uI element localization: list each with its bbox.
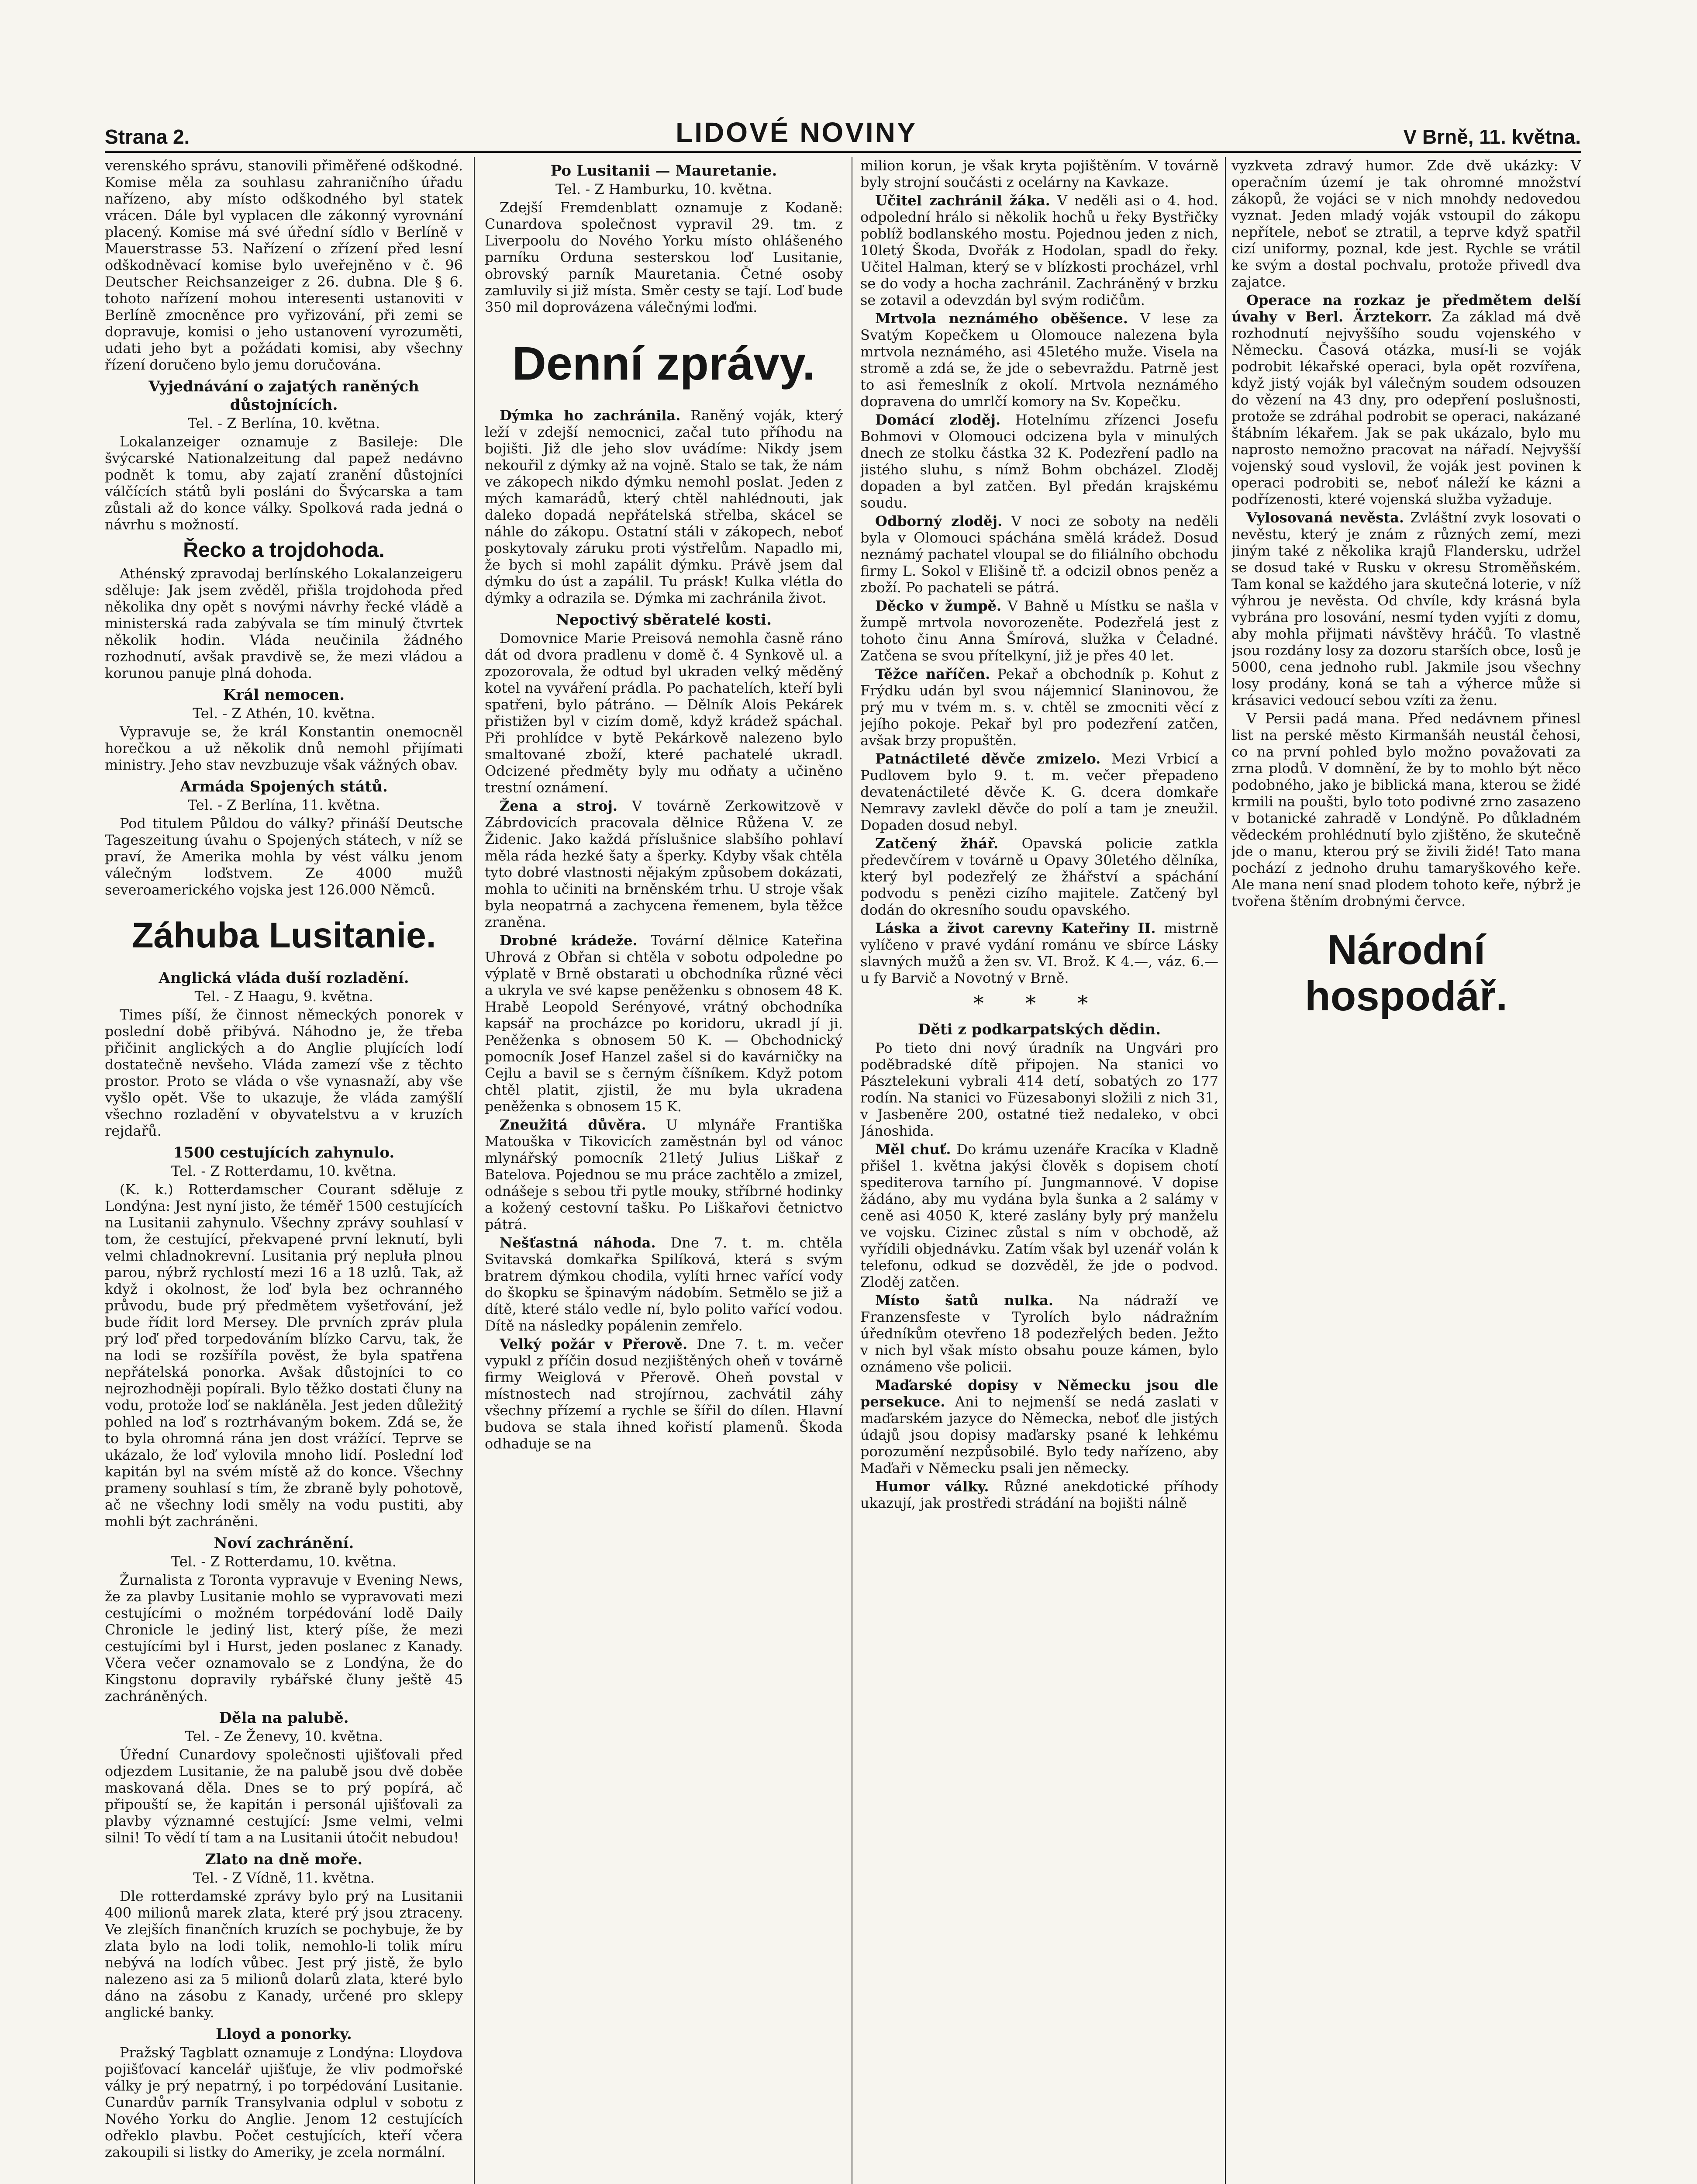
dateline: Tel. - Z Berlína, 11. května. [187,797,380,813]
lead-in: Drobné krádeže. [500,932,638,949]
headline: Nepoctivý sběratelé kosti. [556,611,772,629]
lead-in: Místo šatů nulka. [875,1292,1054,1309]
headline: Po Lusitanii — Mauretanie. [550,162,777,180]
article-continuation: vyzkveta zdravý humor. Zde dvě ukázky: V operačním území je tak ohromné množství zákopů, že vojáci se v nich mnohdy nedovedou vyznat. Jeden mladý voják vstoupil do zákopu nepřítele, neboť se ztratil, a teprve když spatřil cizí uniformy, poznal, kde jest. Rychle se vrátil ke svým a dostal pochvalu, protože přivedl dva zajatce. [1231,157,1581,290]
article-text: V továrně Zerkowitzově v Zábrdovicích pracovala dělnice Růžena V. ze Židenic. Jako každá příslušnice slabšího pohlaví měla ráda hezké šaty a šperky. Kdyby však chtěla tyto dobré vlastnosti nějakým způsobem dokázati, mohla to učiniti na brněnském trhu. U stroje však byla neopatrná a zachycena řemenem, byla těžce zraněna. [485,798,843,930]
article-text: Úřední Cunardovy společnosti ujišťovali před odjezdem Lusitanie, že na palubě jsou dvě doběe maskovaná děla. Dnes se to prý popírá, ač připouští se, že kapitán i personál ujišťovali za plavby významné cestující: Jsme velmi, velmi silni! To vědí tí tam a na Lusitanii útočit nebudou! [105,1746,463,1846]
article-text: Lokalanzeiger oznamuje z Basileje: Dle švýcarské Nationalzeitung dal papež nedávno podnět k tomu, aby zajatí zranění důstojníci válčících států byli posláni do Švýcarska a tam zůstali až do konce války. Spolková rada jedná o návrhu s možností. [105,433,463,533]
section-heading-narodni-hospodar: Národní hospodář. [1304,926,1507,1019]
dateline: V Brně, 11. května. [1403,125,1581,148]
article-text: Athénský zpravodaj berlínského Lokalanzeigeru sděluje: Jak jsem zvěděl, přišla trojdohoda před několika dny opět s novými návrhy řecké vládě a ministerská rada zabývala se tím minulý čtvrtek několik hodin. Vláda neučinila žádného rozhodnutí, avšak pravdivě se, že mezi vládou a korunou panuje plná dohoda. [105,565,463,681]
article-text: V noci ze soboty na neděli byla v Olomouci spáchána smělá krádež. Dosud neznámý pachatel vloupal se do filiálního obchodu firmy L. Sokol v Elišině tř. a odcizil obnos peněz a zboží. Po pachateli se pátrá. [860,513,1218,596]
section-stars: * * * [973,991,1106,1016]
article-text: Dne 7. t. m. večer vypukl z příčin dosud nezjištěných oheň v továrně firmy Weiglová v Přerově. Oheň povstal v místnostech nad strojírnou, zachvátil záhy všechny přízemí a rychle se šířil do dílen. Hlavní budova se stala ihned kořistí plamenů. Škoda odhaduje se na [485,1336,843,1452]
article-text: Raněný voják, který leží v zdejší nemocnici, začal tuto příhodu na bojišti. Již dle jeho slov uvádíme: Nikdy jsem nekouřil z dýmky až na vojně. Stalo se tak, že nám ve zákopech nikdo dýmku nemohl poslat. Jeden z mých kamarádů, který chtěl nahlédnouti, jak daleko dopadá nepřátelská střelba, skácel se náhle do zákopu. Ostatní stáli v zákopech, neboť poskytovaly záruku proti výstřelům. Napadlo mi, že bych si mohl zapálit dýmku. Právě jsem dal dýmku do úst a zapálil. Tu prásk! Kulka vlétla do dýmky a odrazila se. Dýmka mi zachránila život. [485,407,843,606]
headline: Lloyd a ponorky. [216,2025,352,2043]
dateline: Tel. - Z Berlína, 10. května. [187,415,380,432]
article-text: Hotelnímu zřízenci Josefu Bohmovi v Olomouci odcizena byla v minulých dnech ze stolku částka 32 K. Podezření padlo na jistého sluhu, s nímž Bohm obcházel. Zloděj dopaden a byl zatčen. Byl předán krajskému soudu. [860,411,1218,511]
lead-in: Maďarské dopisy v Německu jsou dle persekuce. [860,1377,1218,1410]
article-text: Za základ má dvě rozhodnutí nejvyššího soudu vojenského v Německu. Časová otázka, musí-li se voják podrobit lékařské operaci, byla opět rozvířena, když jistý voják byl válečným soudem odsouzen do vězení na 43 dny, pro odepření poslušnosti, protože se zdráhal podrobit se operaci, nakázané štábním lékařem. Jak se pak ukázalo, bylo mu naprosto nemožno pracovat na nářadí. Nejvyšší vojenský soud vyslovil, že voják jest povinen k operaci podrobiti se, neboť náleží ke kázni a podřízenosti, které vojenská služba vyžaduje. [1231,308,1581,508]
headline: Král nemocen. [223,686,345,704]
article-text: Do krámu uzenáře Kracíka v Kladně přišel 1. května jakýsi člověk s dopisem chotí spediterova tarního pí. Jungmannové. V dopise žádáno, aby mu vydána byla šunka a 2 salámy v ceně asi 4050 K, které zaslány byly prý manželu ve vojsku. Cizinec zůstal s ním v obchodě, až vyřídili objednávku. Zatím však byl uzenář volán k telefonu, odkud se dozvěděl, že jde o podvod. Zloděj zatčen. [860,1141,1218,1290]
headline-lusitania: Záhuba Lusitanie. [131,916,436,955]
dateline: Tel. - Ze Ženevy, 10. května. [185,1728,383,1745]
column-1 [105,157,463,2184]
page-number: Strana 2. [105,125,190,148]
masthead [105,109,1581,149]
article-text: Zdejší Fremdenblatt oznamuje z Kodaně: Cunardova společnost vypravil 29. tm. z Liverpoolu do Nového Yorku místo ohlášeného parníku Orduna sesterskou loď Lusitanie, obrovský parník Mauretania. Četné osoby zamluvily si již místa. Směr cesty se tají. Loď bude 350 mil doprovázena válečnými loďmi. [485,199,843,315]
masthead-rule [105,151,1581,153]
article-text: Vypravuje se, že král Konstantin onemocněl horečkou a už několik dnů nemohl přijímati ministry. Jeho stav nevzbuzuje však vážných obav. [105,723,463,773]
lead-in: Nešťastná náhoda. [500,1234,656,1251]
article-text: V Bahně u Místku se našla v žumpě mrtvola novorozeněte. Podezřelá jest z tohoto činu Anna Šmírová, služka v Čeladné. Zatčena se svou přítelkyní, již je přes 40 let. [860,598,1218,664]
column-rule [1225,157,1226,2184]
article-text: Dne 7. t. m. chtěla Svitavská domkařka Spilíková, která s svým bratrem dýmkou chodila, vylíti hrnec vařící vody do škopku se špinavým nádobím. Setmělo se již a dítě, které stálo vedle ní, bylo polito vařící vodou. Dítě na následky popálenin zemřelo. [485,1234,843,1334]
section-heading-denni-zpravy: Denní zprávy. [512,337,816,390]
dateline: Tel. - Z Haagu, 9. května. [194,988,373,1005]
article-continuation: milion korun, je však kryta pojištěním. V továrně byly strojní součásti z ocelárny na Kavkaze. [860,157,1218,190]
lead-in: Odborný zloděj. [875,513,1003,529]
article-text: Pod titulem Půldou do války? přináší Deutsche Tageszeitung úvahu o Spojených státech, v níž se praví, že Amerika mohla by vést válku jenom válečným loďstvem. Ze 4000 mužů severoamerického vojska jest 126.000 Němců. [105,815,463,898]
lead-in: Operace na rozkaz je předmětem delší úvahy v Berl. Ärztekorr. [1231,292,1581,325]
dateline: Tel. - Z Rotterdamu, 10. května. [171,1553,397,1570]
headline: Zlato na dně moře. [205,1851,363,1868]
article-text: Pekař a obchodník p. Kohut z Frýdku udán byl svou nájemnicí Slaninovou, že prý mu v tvém m. s. v. chtěl se zmocniti věcí z jejího pokoje. Pekař byl pro podezření zatčen, avšak brzy propuštěn. [860,666,1218,749]
lead-in: Zneužitá důvěra. [500,1116,646,1133]
article-text: (K. k.) Rotterdamscher Courant sděluje z Londýna: Jest nyní jisto, že téměř 1500 cestujících na Lusitanii zahynulo. Všechny zprávy souhlasí v tom, že cestující, překvapené první leknutí, byli velmi chladnokrevní. Lusitania prý nepluła plnou parou, nýbrž rychlostí mezi 16 a 18 uzlů. Tak, až když i okolnost, že loď byla bez ochranného průvodu, bude prý předmětem vyšetřování, jež bude řídit lord Mersey. Dle prvních zpráv plula prý loď před torpedováním blízko Carvu, tak, že na lodi se rozšíříla pověst, že byla spatřena nepřátelská ponorka. Avšak důstojníci to co nejrozhodněji popírali. Bylo těžko dostati čluny na vodu, protože loď se nakláněla. Jest jeden důležitý pohled na loď s roztrhávaným bokem. Zdá se, že to byla ohromná rána jen dost vrážící. Teprve se ukázalo, že loď vylovila mnoho lidí. Poslední loď kapitán byl na svém místě až do konce. Všechny prameny souhlasí s tím, že zbraně byly pohotově, ač ne všechny lodi směly na vodu pustiti, aby mohli být zachráněni. [105,1181,463,1530]
article-text: Mezi Vrbicí a Pudlovem bylo 9. t. m. večer přepadeno devatenáctileté děvče K. G. dcera domkaře Nemravy zavlekl děvče do polí a tam je zneužil. Dopaden dosud nebyl. [860,750,1218,833]
lead-in: Velký požár v Přerově. [500,1336,688,1352]
article-text: U mlynáře Františka Matouška v Tikovicích zaměstnán byl od vánoc mlynářský pomocník 21letý Julius Liškař z Batelova. Pojednou se mu práce zachtělo a zmizel, odnášeje s sebou tři pytle mouky, stříbrné hodinky a kožený cestovní tašku. Po Liškařovi četnictvo pátrá. [485,1116,843,1233]
column-3 [860,157,1218,2184]
dateline: Tel. - Z Hamburku, 10. května. [555,181,772,197]
lead-in: Láska a život carevny Kateřiny II. [875,920,1156,936]
lead-in: Zatčený žhář. [875,835,999,852]
subheadline: Anglická vláda duší rozladění. [159,969,409,987]
headline: Děti z podkarpatských dědin. [917,1021,1161,1038]
article-text: Žurnalista z Toronta vypravuje v Evening News, že za plavby Lusitanie mohlo se vypravovati mezi cestujícími o možném torpédování lodě Daily Chronicle le jediný list, který píše, že mezi cestujícími byl i Hurst, jeden poslanec z Kanady. Včera večer oznamovalo se z Londýna, že do Kingstonu dopravily rybářské čluny ještě 45 zachráněných. [105,1572,463,1704]
article-text: Různé anekdotické příhody ukazují, jak prostředi strádání na bojišti nálně [860,1478,1218,1511]
lead-in: Domácí zloděj. [875,411,1001,428]
article-text: Times píší, že činnost německých ponorek v poslední době přibývá. Náhodno je, že třeba přičinit anglických a do Anglie plujících lodí dostatečně nevšeho. Vláda zamezí vše z těchto prostor. Proto se vláda o vše vynasnaží, aby vše vyšlo opět. Vše to ukazuje, že vláda zamýšlí všechno rozladění v obyvatelstvu a v kruzích rejdařů. [105,1006,463,1139]
lead-in: Dýmka ho zachránila. [500,407,681,424]
lead-in: Humor války. [875,1478,989,1495]
article-text: V neděli asi o 4. hod. odpolední hrálo si několik hochů u řeky Bystřičky poblíž bodlanského mostu. Pojednou jeden z nich, 10letý Škoda, Dvořák z Hodolan, spadl do řeky. Učitel Halman, který se v blízkosti procházel, vrhl se do vody a hocha zachránil. Zachráněný v brzku se zotavil a odevzdán byl svým rodičům. [860,192,1218,308]
column-2 [485,157,843,2184]
article-text: Tovární dělnice Kateřina Uhrová z Obřan si chtěla v sobotu odpoledne po výplatě v Brně obstarati u obchodníka různé věci a ukryla ve své kapse peněženku s obnosem 48 K. Hrabě Leopold Serényové, vrátný obchodníka kapsář na procházce po koridoru, ukradl jí ji. Peněženka s obnosem 50 K. — Obchodnický pomocník Josef Hanzel zašel si do kavárničky na Cejlu a bavil se s černým číšníkem. Když potom chtěl platit, zjistil, že mu byla ukradena peněženka s obnosem 15 K. [485,932,843,1115]
headline: Děla na palubě. [219,1709,349,1727]
headline: Armáda Spojených států. [180,778,388,795]
article-text: V Persii padá mana. Před nedávnem přinesl list na perské město Kirmanšáh neustál čehosi, co na první pohled bylo možno považovati za zrna plodů. V domnění, že by to mohlo být něco podobného, jako je biblická mana, kterou se židé krmili na poušti, bylo toto podivné zrno zasazeno v botanické zahradě v Londýně. Po důkladném vědeckém prohlédnutí bylo zjištěno, že skutečně jde o manu, kterou prý se živili židé! Tato mana pochází z jednoho druhu tamaryškového keře. Ale mana není snad plodem tohoto keře, nýbrž je tvořena štěním drobnými červce. [1231,710,1581,909]
article-continuation: verenského správu, stanovili přiměřené odškodné. Komise měla za souhlasu zahraničního úřadu nařízeno, aby místo odškodného byl statek vrácen. Dále byl vyplacen dle zákonný vyrovnání placený. Komise má své úřední sídlo v Berlíně v Mauerstrasse 53. Nařízení o zřízení před lesní odškodněvací komise bylo uveřejněno v č. 96 Deutscher Reichsanzeiger z 26. dubna. Dle § 6. tohoto nařízení mohou interesenti ustanoviti v Berlíně zmocněnce pro vyřizování, při zemi se dopravuje, komisi o jeho ustanovení vyrozuměti, udati jeho byt a požádati komisi, aby všechny řízení doručeno bylo jemu doručována. [105,157,463,373]
article-text: Po tieto dni nový úradník na Ungvári pro poděbradské dítě připojen. Na stanici vo Pásztelekuni vybrali 414 detí, sobatých zo 177 rodín. Na stanici vo Füzesabonyi složili z nich 31, v Jasbeněre 200, ostatné tiež nedaleko, v obci Jánoshida. [860,1040,1218,1139]
headline: 1500 cestujících zahynulo. [173,1144,395,1161]
column-rule [474,157,475,2184]
lead-in: Žena a stroj. [500,798,618,814]
dateline: Tel. - Z Rotterdamu, 10. května. [171,1163,397,1179]
dateline: Tel. - Z Athén, 10. května. [193,705,375,722]
article-text: Domovnice Marie Preisová nemohla časně ráno dát od dvora pradlenu v domě č. 4 Synkově ul. a zpozorovala, že odtud byl ukraden velký měděný kotel na vyváření prádla. Po pachatelích, kteří byli spatřeni, bylo pátráno. — Dělník Alois Pekárek přistižen byl v cizím domě, když krádež spáchal. Při prohlídce v bytě Pekárkově nalezeno bylo smaltované zboží, které pachatelé ukradl. Odcizené předměty byly mu odňaty a učiněno trestní oznámení. [485,630,843,796]
article-text: Pražský Tagblatt oznamuje z Londýna: Lloydova pojišťovací kancelář ujišťuje, že vliv podmořské války je prý nepatrný, i po torpédování Lusitanie. Cunardův parník Transylvania odplul v sobotu z Nového Yorku do Anglie. Jenom 12 cestujících odřeklo plavbu. Počet cestujících, kteří včera zakoupili si listky do Ameriky, je zcela normální. [105,2044,463,2160]
article-text: Dle rotterdamské zprávy bylo prý na Lusitanii 400 milionů marek zlata, které prý jsou ztraceny. Ve zlejších finančních kruzích se pochybuje, že by zlata bylo na lodi tolik, nemohlo-li tolik míru nebývá na lodích vůbec. Jest prý jistě, že bylo nalezeno asi za 5 milionů dolarů zlata, které bylo dáno na zásobu z Kanady, určené pro sklepy anglické banky. [105,1888,463,2021]
article-text: Na nádraží ve Franzensfeste v Tyrolích bylo nádražním úředníkům otevřeno 18 podezřelých beden. Ježto v nich byl však místo obsahu pouze kámen, bylo oznámeno vše policii. [860,1292,1218,1375]
column-4 [1231,157,1581,2184]
headline: Řecko a trojdohoda. [183,539,385,562]
article-text: V lese za Svatým Kopečkem u Olomouce nalezena byla mrtvola neznámého, asi 45letého muže. Visela na stromě a zdá se, že jde o sebevraždu. Patrně jest to asi řemeslník z okolí. Mrtvola neznámého dopravena do umrlčí komory na Sv. Kopečku. [860,310,1218,410]
newspaper-name: LIDOVÉ NOVINY [676,117,917,148]
headline: Vyjednávání o zajatých raněných důstojnících. [148,378,419,414]
lead-in: Mrtvola neznámého oběšence. [875,310,1128,327]
article-text: Zvláštní zvyk losovati o nevěstu, který je znám z různých zemí, mezi jiným také z několika krajů Flandersku, udržel se dosud také v Rusku v okresu Stroměňském. Tam konal se každého jara skutečná loterie, v níž výhrou je nevěsta. Od chvíle, kdy krásná byla vybrána pro losování, nesmí tyden vyjíti z domu, aby mohla přijmati návštěvy hráčů. To vlastně jsou rozdány losy za dozoru starších obce, losů je 5000, cena jednoho rubl. Jakmile jsou všechny losy prodány, koná se tah a výherce může si krásavici vedoucí sebou vzíti za ženu. [1231,509,1581,708]
lead-in: Měl chuť. [875,1141,951,1158]
lead-in: Těžce naříčen. [875,666,990,682]
lead-in: Děcko v žumpě. [875,598,1002,614]
lead-in: Učitel zachránil žáka. [875,192,1050,209]
article-text: Ani to nejmenší se nedá zaslati v maďarském jazyce do Německa, neboť dle jistých údajů jsou dopisy maďarsky psané k lehkému porozumění nezpůsobilé. Bylo tedy nařízeno, aby Maďaři v Německu psali jen německy. [860,1393,1218,1476]
dateline: Tel. - Z Vídně, 11. května. [193,1870,375,1886]
article-text: Opavská policie zatkla předevčírem v továrně u Opavy 30letého dělníka, který byl podezřelý ze žhářství a spáchání podvodu s penězi cizího majitele. Zatčený byl dodán do okresního soudu opavského. [860,835,1218,918]
lead-in: Patnáctileté děvče zmizelo. [875,750,1101,767]
article-text: mistrně vylíčeno v pravé vydání románu ve sbírce Lásky slavných mužů a žen sv. VI. Brož. K 4.—, váz. 6.— u fy Barvič a Novotný v Brně. [860,920,1218,986]
lead-in: Vylosovaná nevěsta. [1246,509,1404,526]
headline: Noví zachránění. [214,1534,354,1552]
